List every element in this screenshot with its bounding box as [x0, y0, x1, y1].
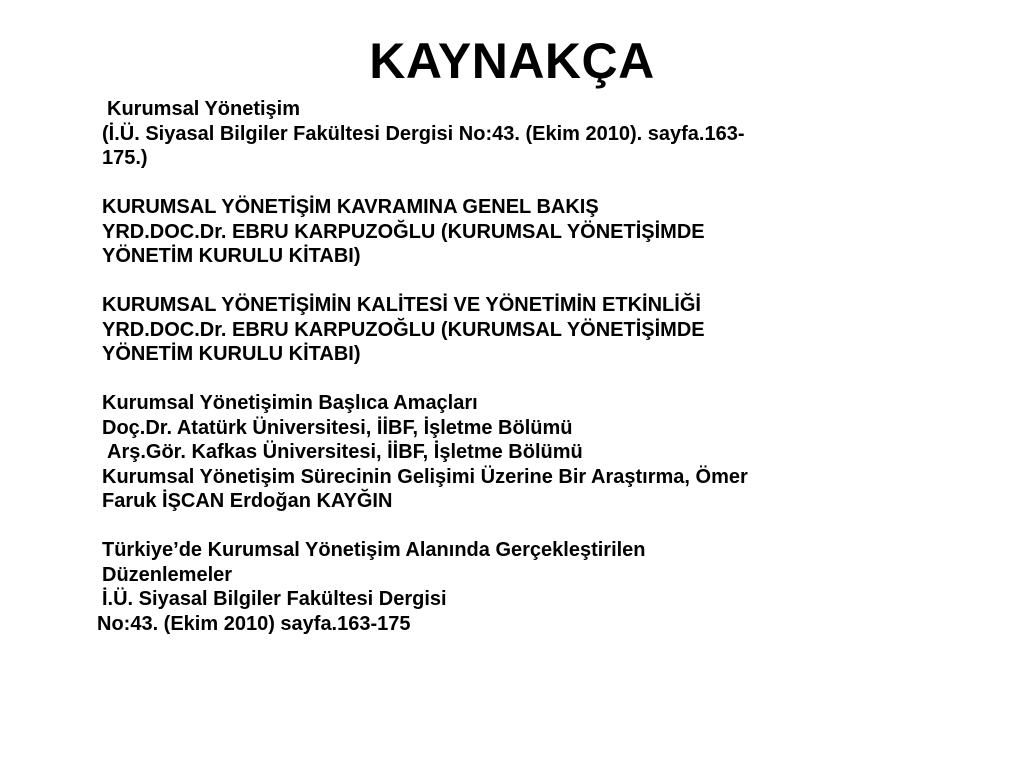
reference-4-title: Kurumsal Yönetişimin Başlıca Amaçları	[102, 392, 478, 414]
reference-5-title-cont: Düzenlemeler	[102, 563, 233, 586]
reference-2-author: YRD.DOC.Dr. EBRU KARPUZOĞLU (KURUMSAL YÖNETİŞİMDE	[102, 220, 705, 243]
reference-3-title: KURUMSAL YÖNETİŞİMİN KALİTESİ VE YÖNETİMİN ETKİNLİĞİ	[102, 294, 701, 316]
reference-4-authors: Faruk İŞCAN Erdoğan KAYĞIN	[102, 490, 393, 512]
reference-1-source: (İ.Ü. Siyasal Bilgiler Fakültesi Dergisi No:43. (Ekim 2010). sayfa.163-	[102, 122, 745, 145]
reference-1-title: Kurumsal Yönetişim	[107, 98, 301, 120]
reference-list	[97, 97, 942, 636]
reference-5-source: İ.Ü. Siyasal Bilgiler Fakültesi Dergisi	[102, 588, 447, 610]
page-title: KAYNAKÇA	[369, 33, 655, 89]
reference-2-book: YÖNETİM KURULU KİTABI)	[102, 245, 361, 267]
reference-4-author-2: Arş.Gör. Kafkas Üniversitesi, İİBF, İşletme Bölümü	[107, 441, 583, 463]
reference-1-pages: 175.)	[102, 147, 148, 169]
reference-4-author-1: Doç.Dr. Atatürk Üniversitesi, İİBF, İşletme Bölümü	[102, 416, 573, 439]
spacer	[102, 269, 942, 294]
spacer	[102, 514, 942, 539]
spacer	[102, 367, 942, 392]
reference-4-subtitle: Kurumsal Yönetişim Sürecinin Gelişimi Üzerine Bir Araştırma, Ömer	[102, 465, 748, 488]
spacer	[102, 171, 942, 196]
reference-3-book: YÖNETİM KURULU KİTABI)	[102, 343, 361, 365]
reference-5-pages: No:43. (Ekim 2010) sayfa.163-175	[97, 612, 411, 635]
reference-5-title: Türkiye’de Kurumsal Yönetişim Alanında Gerçekleştirilen	[102, 539, 646, 561]
reference-3-author: YRD.DOC.Dr. EBRU KARPUZOĞLU (KURUMSAL YÖNETİŞİMDE	[102, 318, 705, 341]
reference-2-title: KURUMSAL YÖNETİŞİM KAVRAMINA GENEL BAKIŞ	[102, 196, 599, 218]
